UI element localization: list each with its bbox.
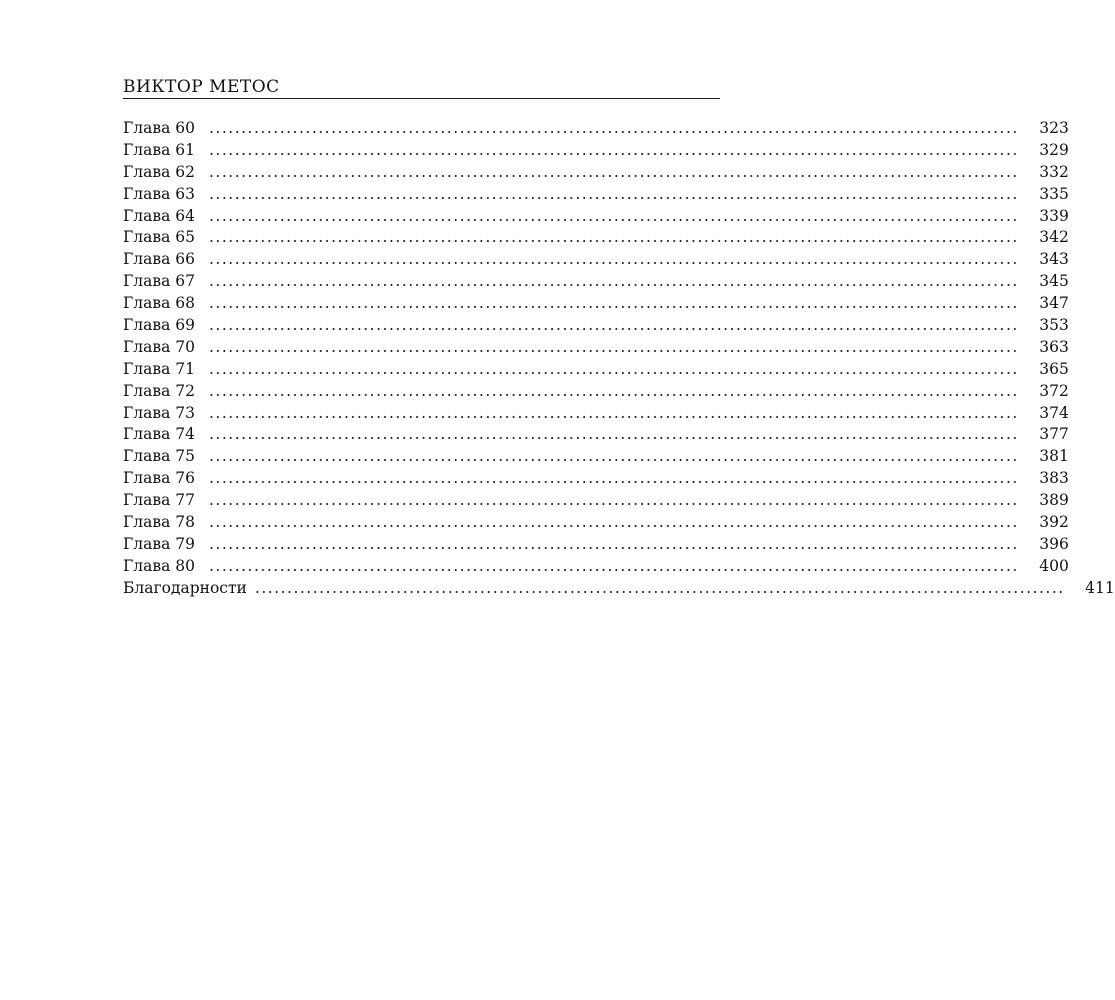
toc-entry-label: Глава 64 <box>123 206 195 225</box>
toc-entry-label: Глава 65 <box>123 228 195 247</box>
toc-dot-leader: .............................................................................................................................. <box>209 206 1019 225</box>
toc-page-number: 392 <box>1039 513 1069 532</box>
toc-page-number: 374 <box>1039 403 1069 422</box>
toc-entry-label: Глава 72 <box>123 381 195 400</box>
toc-entry-label: Глава 71 <box>123 359 195 378</box>
toc-entry-chapter-71[interactable] <box>123 359 1069 381</box>
toc-page-number: 411 <box>1085 578 1115 597</box>
toc-entry-chapter-67[interactable] <box>123 271 1069 293</box>
toc-dot-leader: .............................................................................................................................. <box>209 140 1019 159</box>
toc-entry-label: Глава 78 <box>123 513 195 532</box>
author-name: ВИКТОР МЕТОС <box>123 77 280 97</box>
toc-entry-chapter-76[interactable] <box>123 468 1069 490</box>
toc-entry-label: Глава 67 <box>123 272 195 291</box>
toc-dot-leader: .............................................................................................................................. <box>209 491 1019 510</box>
toc-page-number: 345 <box>1039 272 1069 291</box>
toc-page-number: 383 <box>1039 469 1069 488</box>
toc-entry-chapter-66[interactable] <box>123 249 1069 271</box>
toc-entry-label: Глава 66 <box>123 250 195 269</box>
toc-entry-label: Глава 68 <box>123 294 195 313</box>
toc-dot-leader: .............................................................................................................................. <box>209 556 1019 575</box>
toc-entry-label: Глава 61 <box>123 140 195 159</box>
toc-entry-label: Глава 76 <box>123 469 195 488</box>
toc-entry-chapter-63[interactable] <box>123 184 1069 206</box>
toc-entry-label: Глава 60 <box>123 119 195 137</box>
toc-page-number: 335 <box>1039 184 1069 203</box>
toc-dot-leader: .............................................................................................................................. <box>209 184 1019 203</box>
toc-entry-label: Глава 79 <box>123 534 195 553</box>
toc-entry-chapter-79[interactable] <box>123 534 1069 556</box>
toc-entry-label: Глава 75 <box>123 447 195 466</box>
toc-page-number: 323 <box>1039 119 1069 137</box>
toc-entry-chapter-80[interactable] <box>123 556 1069 578</box>
toc-page-number: 339 <box>1039 206 1069 225</box>
toc-entry-label: Глава 77 <box>123 491 195 510</box>
toc-page-number: 381 <box>1039 447 1069 466</box>
toc-entry-chapter-60[interactable] <box>123 118 1069 140</box>
toc-entry-chapter-64[interactable] <box>123 206 1069 228</box>
toc-dot-leader: .............................................................................................................................. <box>209 425 1019 444</box>
toc-dot-leader: .............................................................................................................................. <box>209 337 1019 356</box>
toc-page-number: 342 <box>1039 228 1069 247</box>
toc-entry-chapter-62[interactable] <box>123 162 1069 184</box>
toc-entry-label: Глава 74 <box>123 425 195 444</box>
toc-dot-leader: .............................................................................................................................. <box>209 359 1019 378</box>
toc-entry-label: Глава 62 <box>123 162 195 181</box>
toc-page-number: 365 <box>1039 359 1069 378</box>
toc-page-number: 377 <box>1039 425 1069 444</box>
toc-dot-leader: .............................................................................................................................. <box>209 316 1019 335</box>
toc-dot-leader: .............................................................................................................................. <box>209 381 1019 400</box>
toc-entry-chapter-61[interactable] <box>123 140 1069 162</box>
toc-entry-chapter-77[interactable] <box>123 490 1069 512</box>
toc-dot-leader: .............................................................................................................................. <box>209 294 1019 313</box>
toc-page-number: 389 <box>1039 491 1069 510</box>
toc-dot-leader: .............................................................................................................................. <box>209 162 1019 181</box>
toc-page-number: 329 <box>1039 140 1069 159</box>
toc-entry-chapter-74[interactable] <box>123 424 1069 446</box>
toc-entry-label: Благодарности <box>123 578 247 597</box>
toc-dot-leader: .............................................................................................................................. <box>209 403 1019 422</box>
toc-page-number: 396 <box>1039 534 1069 553</box>
toc-dot-leader: .............................................................................................................................. <box>209 469 1019 488</box>
toc-entry-label: Глава 69 <box>123 316 195 335</box>
toc-entry-chapter-69[interactable] <box>123 315 1069 337</box>
toc-page-number: 372 <box>1039 381 1069 400</box>
toc-entry-chapter-70[interactable] <box>123 337 1069 359</box>
toc-page-number: 347 <box>1039 294 1069 313</box>
toc-entry-chapter-75[interactable] <box>123 446 1069 468</box>
toc-entry-label: Глава 63 <box>123 184 195 203</box>
toc-dot-leader: .............................................................................................................................. <box>209 447 1019 466</box>
toc-page-number: 343 <box>1039 250 1069 269</box>
table-of-contents <box>123 118 1115 600</box>
toc-dot-leader: .............................................................................................................................. <box>209 272 1019 291</box>
toc-dot-leader: .............................................................................................................................. <box>209 513 1019 532</box>
toc-dot-leader: .............................................................................................................................. <box>209 534 1019 553</box>
toc-entry-chapter-72[interactable] <box>123 381 1069 403</box>
toc-entry-label: Глава 70 <box>123 337 195 356</box>
toc-page-number: 363 <box>1039 337 1069 356</box>
toc-entry-label: Глава 80 <box>123 556 195 575</box>
toc-entry-chapter-78[interactable] <box>123 512 1069 534</box>
toc-page-number: 400 <box>1039 556 1069 575</box>
toc-entry-chapter-65[interactable] <box>123 227 1069 249</box>
toc-entry-acknowledgements[interactable] <box>123 578 1115 600</box>
toc-dot-leader: .............................................................................................................................. <box>209 250 1019 269</box>
toc-page-number: 332 <box>1039 162 1069 181</box>
running-head <box>123 76 720 99</box>
toc-entry-label: Глава 73 <box>123 403 195 422</box>
toc-dot-leader: .............................................................................................................................. <box>209 119 1019 137</box>
toc-page-number: 353 <box>1039 316 1069 335</box>
toc-entry-chapter-73[interactable] <box>123 403 1069 425</box>
toc-dot-leader: .............................................................................................................................. <box>209 228 1019 247</box>
toc-entry-chapter-68[interactable] <box>123 293 1069 315</box>
toc-dot-leader: .............................................................................................................................. <box>254 578 1065 597</box>
